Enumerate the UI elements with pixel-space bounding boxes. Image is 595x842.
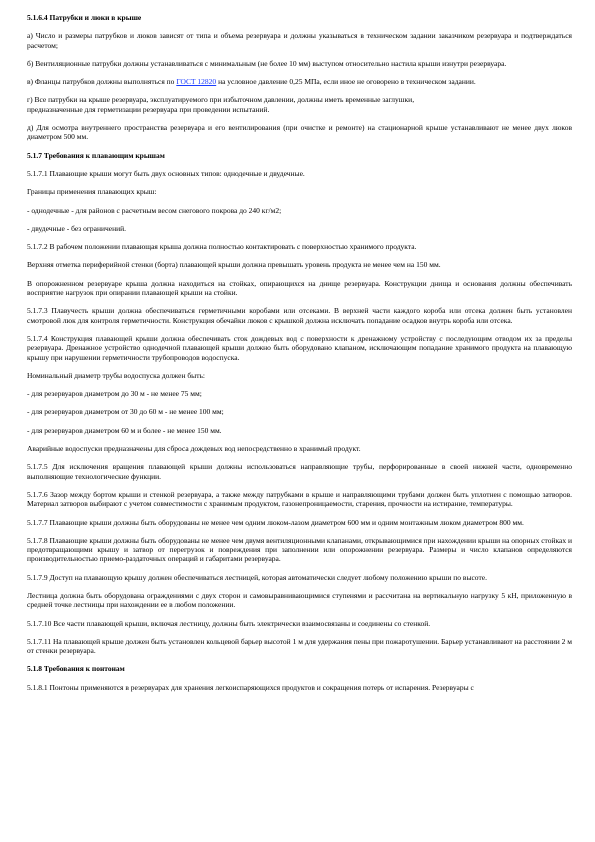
paragraph-text: в) Фланцы патрубков должны выполняться по — [27, 77, 177, 87]
paragraph: - двудечные - без ограничений. — [27, 223, 127, 233]
paragraph: 5.1.7.5 Для исключения вращения плавающей крыши должны использоваться направляющие трубы, перфорированные в своей нижней части, одновременно выполняющие технологические функции. — [27, 462, 572, 481]
section-heading: 5.1.8 Требования к понтонам — [27, 664, 125, 674]
paragraph-line: предназначенные для герметизации резервуара при проведении испытаний. — [27, 104, 270, 114]
paragraph: - для резервуаров диаметром до 30 м - не менее 75 мм; — [27, 389, 202, 399]
paragraph: 5.1.7.11 На плавающей крыше должен быть установлен кольцевой барьер высотой 1 м для удержания пены при пожаротушении. Барьер устанавливают на расстоянии 2 м от стенки резервуара. — [27, 636, 572, 656]
paragraph: Номинальный диаметр трубы водоспуска должен быть: — [27, 370, 206, 380]
paragraph: 5.1.7.6 Зазор между бортом крыши и стенкой резервуара, а также между патрубками в крыше и направляющими трубами должен быть уплотнен с помощью затворов. Материал затворов выбирают с учетом совместимости с хранимым продуктом, газонепроницаемости, старения, прочности на истирание, температуры. — [27, 489, 572, 509]
paragraph-line: г) Все патрубки на крыше резервуара, эксплуатируемого при избыточном давлении, должны иметь временные заглушки, — [27, 95, 415, 105]
paragraph: - для резервуаров диаметром 60 м и более - не менее 150 мм. — [27, 425, 222, 435]
paragraph: б) Вентиляционные патрубки должны устанавливаться с минимальным (не более 10 мм) выступом относительно настила крыши изнутри резервуара. — [27, 58, 507, 68]
paragraph: - однодечные - для районов с расчетным весом снегового покрова до 240 кг/м2; — [27, 205, 282, 215]
paragraph: 5.1.7.8 Плавающие крыши должны быть оборудованы не менее чем двумя вентиляционными клапанами, открывающимися при нахождении крыши на опорных стойках и предотвращающими крышу и затвор от перегрузок и повреждения при заполнении или опорожнении резервуара. Размеры и число клапанов определяются производительностью приемо-раздаточных операций и габаритами резервуара. — [27, 535, 572, 564]
paragraph: а) Число и размеры патрубков и люков зависят от типа и объема резервуара и должны указываться в техническом задании заказчиком резервуара и подтверждаться расчетом; — [27, 31, 572, 50]
paragraph: 5.1.7.9 Доступ на плавающую крышу должен обеспечиваться лестницей, которая автоматически следует любому положению крыши по высоте. — [27, 572, 487, 582]
section-heading: 5.1.6.4 Патрубки и люки в крыше — [27, 13, 142, 22]
paragraph — [27, 77, 572, 86]
paragraph: 5.1.7.1 Плавающие крыши могут быть двух основных типов: однодечные и двудечные. — [27, 168, 305, 178]
paragraph-text: на условное давление 0,25 МПа, если иное не оговорено в техническом задании. — [216, 77, 476, 87]
paragraph: Лестница должна быть оборудована ограждениями с двух сторон и самовыравнивающимися ступенями и рассчитана на вертикальную нагрузку 5 кН, приложенную в средней точке лестницы при нахождении ее в любом положении. — [27, 590, 572, 610]
paragraph: 5.1.7.7 Плавающие крыши должны быть оборудованы не менее чем одним люком-лазом диаметром 600 мм и одним монтажным люком диаметром 800 мм. — [27, 517, 524, 527]
paragraph: Верхняя отметка периферийной стенки (борта) плавающей крыши должна превышать уровень продукта не менее чем на 150 мм. — [27, 260, 441, 270]
section-heading: 5.1.7 Требования к плавающим крышам — [27, 150, 165, 160]
paragraph: Границы применения плавающих крыш: — [27, 187, 157, 197]
standard-reference-link[interactable]: ГОСТ 12820 — [176, 77, 217, 87]
paragraph: - для резервуаров диаметром от 30 до 60 м - не менее 100 мм; — [27, 407, 224, 417]
paragraph: 5.1.8.1 Понтоны применяются в резервуарах для хранения легкоиспаряющихся продуктов и сокращения потерь от испарения. Резервуары с — [27, 682, 474, 692]
paragraph — [27, 95, 572, 114]
paragraph: В опорожненном резервуаре крыша должна находиться на стойках, опирающихся на днище резервуара. Конструкции днища и основания должны обеспечивать восприятие нагрузок при опирании плавающей крыши на стойки. — [27, 278, 572, 298]
paragraph: 5.1.7.2 В рабочем положении плавающая крыша должна полностью контактировать с поверхностью хранимого продукта. — [27, 242, 417, 252]
paragraph: 5.1.7.4 Конструкция плавающей крыши должна обеспечивать сток дождевых вод с поверхности к дренажному устройству с последующим отводом их за пределы резервуара. Дренажное устройство однодечной плавающей крыши должно быть оборудовано клапаном, исключающим попадание хранимого продукта на плавающую крышу при нарушении герметичности трубопроводов водоспуска. — [27, 333, 572, 362]
document-body — [27, 13, 572, 701]
paragraph: 5.1.7.3 Плавучесть крыши должна обеспечиваться герметичными коробами или отсеками. В верхней части каждого короба или отсека должен быть установлен смотровой люк для контроля герметичности. Конструкция обечайки люков с крышкой должна исключать попадание осадков внутрь короба или отсека. — [27, 306, 572, 325]
paragraph: Аварийные водоспуски предназначены для сброса дождевых вод непосредственно в хранимый продукт. — [27, 444, 361, 454]
paragraph: д) Для осмотра внутреннего пространства резервуара и его вентилирования (при очистке и ремонте) на стационарной крыше устанавливают не менее двух люков диаметром 500 мм. — [27, 123, 572, 142]
paragraph: 5.1.7.10 Все части плавающей крыши, включая лестницу, должны быть электрически взаимосвязаны и соединены со стенкой. — [27, 618, 431, 628]
